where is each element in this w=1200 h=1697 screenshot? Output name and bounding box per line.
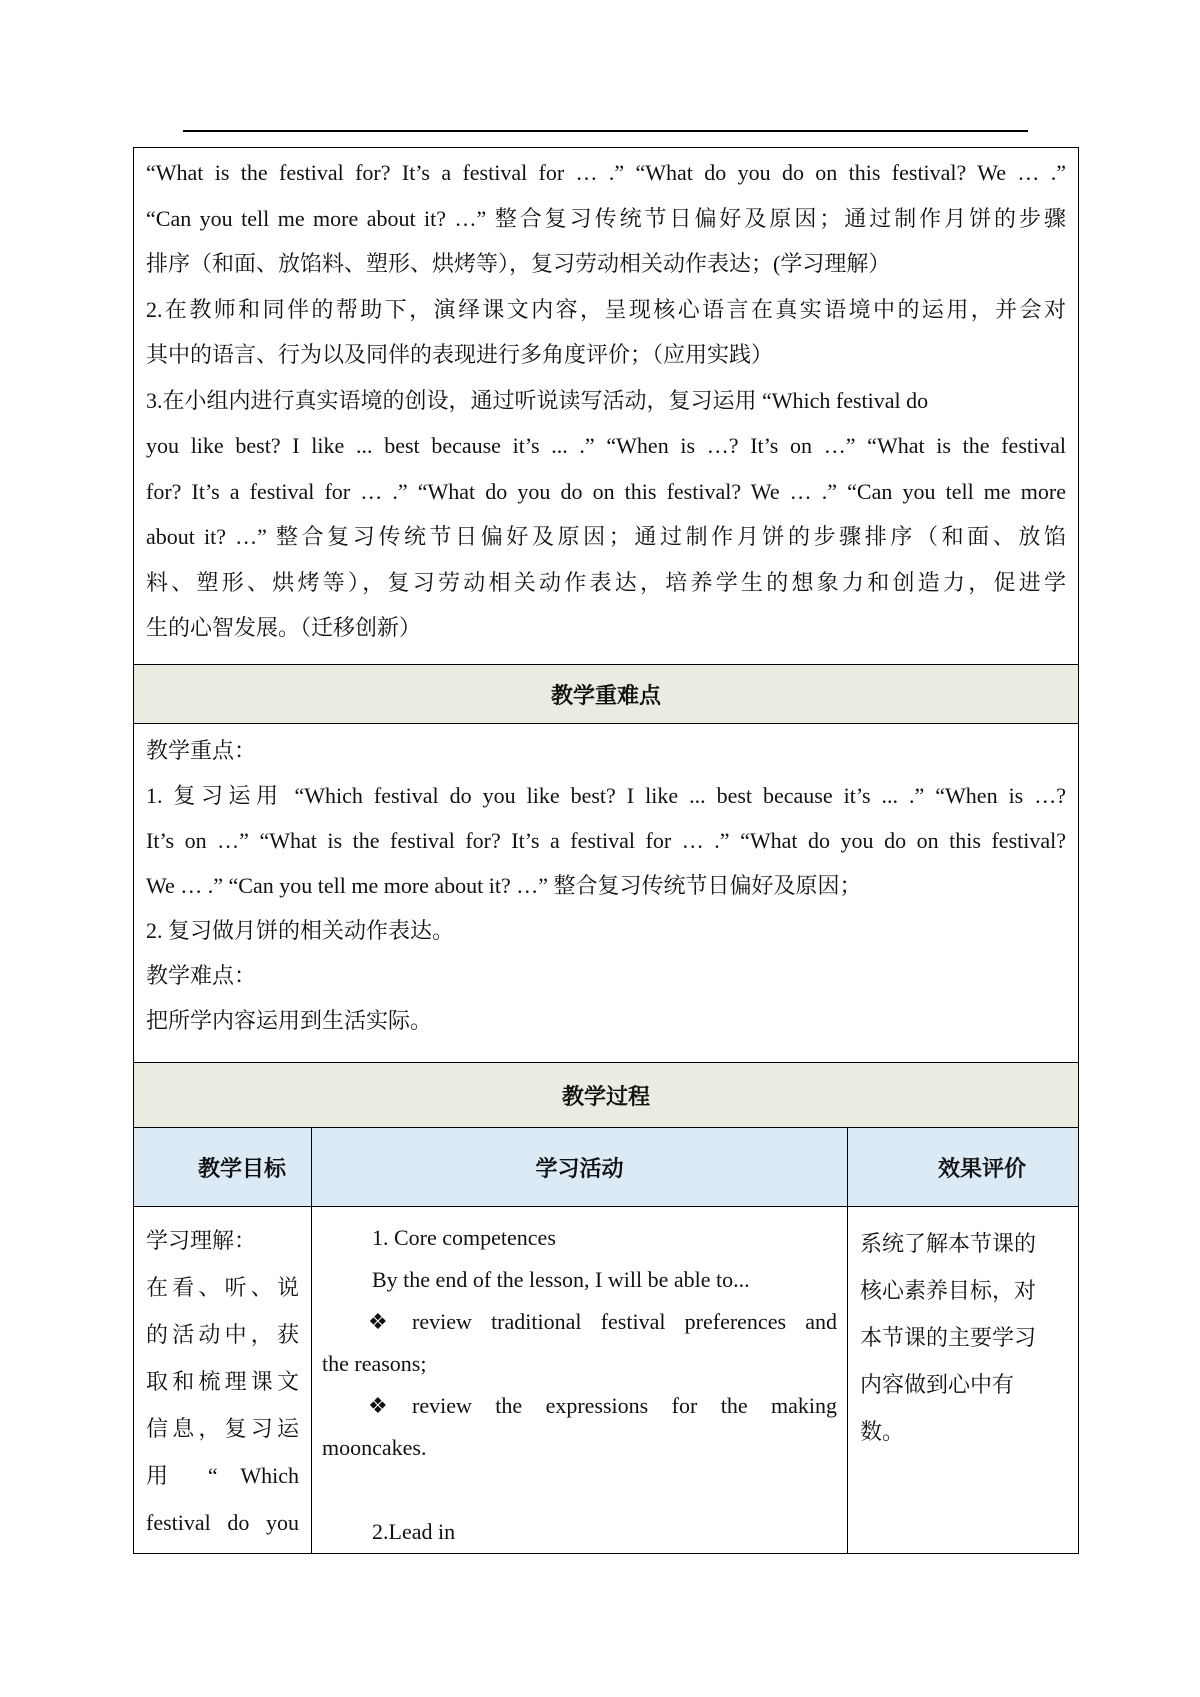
process-heading-row — [134, 1063, 1079, 1128]
difficult-point-line: 把所学内容运用到生活实际。 — [146, 1008, 433, 1033]
activity-spacer — [322, 1469, 837, 1511]
key-point-line: 2. 复习做月饼的相关动作表达。 — [146, 918, 455, 943]
objective-line: “Can you tell me more about it? …” 整合复习传统节日偏好及原因；通过制作月饼的步骤 — [146, 205, 1066, 231]
column-header-activity: 学习活动 — [312, 1128, 848, 1207]
activity-bullet-2 — [322, 1385, 837, 1427]
activity-bullet-2-cont: mooncakes. — [322, 1435, 427, 1460]
evaluation-line: 内容做到心中有 — [860, 1373, 1015, 1398]
key-points-label: 教学重点： — [146, 738, 257, 763]
key-points-heading-row — [134, 665, 1079, 724]
objective-line: you like best? I like ... best because it’s ... .” “When is …? It’s on …” “What is the festival — [146, 433, 1066, 458]
key-points-cell — [134, 724, 1079, 1063]
objective-line: 料、塑形、烘烤等），复习劳动相关动作表达，培养学生的想象力和创造力，促进学 — [146, 569, 1066, 595]
goal-line: 用 “ Which — [146, 1463, 299, 1488]
key-point-line: We … .” “Can you tell me more about it? …” 整合复习传统节日偏好及原因； — [146, 873, 862, 898]
goal-line: 在看、听、说 — [146, 1275, 299, 1300]
objective-line: 生的心智发展。（迁移创新） — [146, 615, 422, 640]
column-header-evaluation: 效果评价 — [848, 1128, 1079, 1207]
objective-line: about it? …” 整合复习传统节日偏好及原因；通过制作月饼的步骤排序（和面、放馅 — [146, 524, 1066, 549]
process-columns-row — [134, 1128, 1079, 1207]
key-point-line: 1. 复习运用 “Which festival do you like best? I like ... best because it’s ... .” “When is …? — [146, 783, 1066, 808]
activity-item-core: 1. Core competences — [372, 1225, 556, 1250]
evaluation-line: 系统了解本节课的 — [860, 1232, 1037, 1257]
objective-line: 2.在教师和同伴的帮助下，演绎课文内容，呈现核心语言在真实语境中的运用，并会对 — [146, 296, 1066, 322]
difficult-points-label: 教学难点： — [146, 963, 257, 988]
goal-line: 的活动中，获 — [146, 1322, 299, 1347]
objective-line: for? It’s a festival for … .” “What do you do on this festival? We … .” “Can you tell me more — [146, 478, 1066, 504]
lesson-plan-table — [133, 147, 1079, 1554]
diamond-bullet-icon: ❖ — [368, 1393, 388, 1418]
key-point-line: It’s on …” “What is the festival for? It’s a festival for … .” “What do you do on this festival? — [146, 828, 1066, 853]
goal-line: 信息，复习运 — [146, 1416, 299, 1441]
objective-line: “What is the festival for? It’s a festival for … .” “What do you do on this festival? We … .” — [146, 160, 1066, 185]
activity-intro: By the end of the lesson, I will be able to... — [372, 1267, 750, 1292]
activity-bullet-1-text: review traditional festival preferences and — [412, 1309, 837, 1334]
objectives-cell — [134, 148, 1079, 665]
goal-text — [134, 1207, 311, 1546]
evaluation-text — [848, 1207, 1078, 1456]
evaluation-line: 核心素养目标，对 — [860, 1279, 1037, 1304]
activity-bullet-1-cont: the reasons; — [322, 1351, 427, 1376]
evaluation-line: 本节课的主要学习 — [860, 1326, 1037, 1351]
key-points-row — [134, 724, 1079, 1063]
process-heading: 教学过程 — [134, 1063, 1079, 1128]
evaluation-cell — [848, 1207, 1079, 1554]
goal-line: 学习理解： — [146, 1228, 257, 1253]
objective-line: 3.在小组内进行真实语境的创设，通过听说读写活动，复习运用 “Which festival do — [146, 387, 929, 413]
key-points-text — [134, 724, 1078, 1043]
goal-cell — [134, 1207, 312, 1554]
activity-bullet-1 — [322, 1301, 837, 1343]
objective-line: 排序（和面、放馅料、塑形、烘烤等），复习劳动相关动作表达；(学习理解） — [146, 251, 891, 276]
header-rule — [183, 130, 1028, 132]
objective-line: 其中的语言、行为以及同伴的表现进行多角度评价；（应用实践） — [146, 342, 774, 367]
objectives-text — [134, 148, 1078, 651]
activity-item-lead-in: 2.Lead in — [372, 1519, 456, 1544]
goal-line: 取和梳理课文 — [146, 1369, 299, 1394]
objectives-row — [134, 148, 1079, 665]
goal-line: festival do you — [146, 1510, 299, 1535]
evaluation-line: 数。 — [860, 1420, 905, 1445]
column-header-goal: 教学目标 — [134, 1128, 312, 1207]
process-row — [134, 1207, 1079, 1554]
activity-bullet-2-text: review the expressions for the making — [412, 1393, 837, 1418]
key-points-heading: 教学重难点 — [134, 665, 1079, 724]
activity-cell — [312, 1207, 848, 1554]
activity-text — [312, 1207, 847, 1553]
diamond-bullet-icon: ❖ — [368, 1309, 388, 1334]
